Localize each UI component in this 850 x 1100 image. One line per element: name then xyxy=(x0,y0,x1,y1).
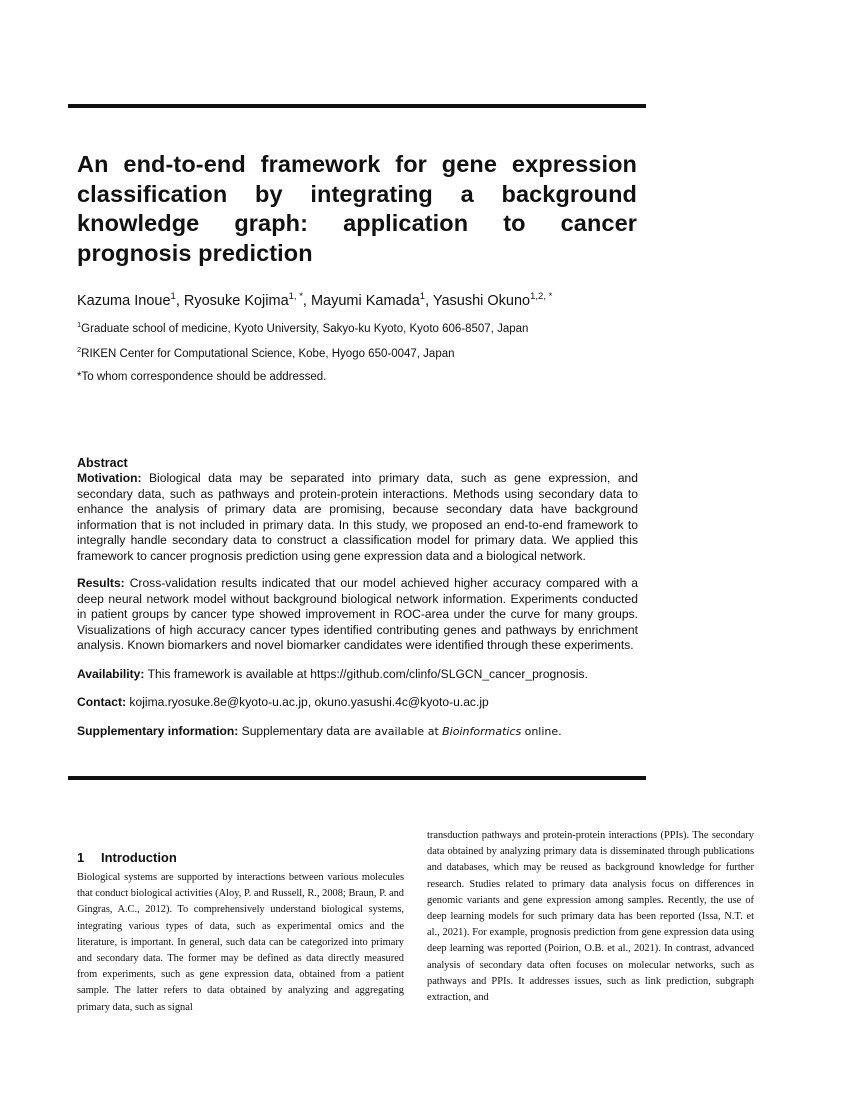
section-label: Results: xyxy=(77,576,125,590)
author: Yasushi Okuno$^{1,2, *}$ xyxy=(432,291,553,309)
paper-title: An end-to-end framework for gene expression classification by integrating a background knowledge graph: application to cancer prognosis prediction xyxy=(77,151,637,266)
bottom-rule xyxy=(68,776,646,780)
section-label: Supplementary information: xyxy=(77,723,239,738)
section-label: Availability: xyxy=(77,666,145,681)
author-list xyxy=(77,291,677,309)
right-column-text: transduction pathways and protein-protein interactions (PPIs). The secondary data obtained by analyzing primary data is disseminated through publications and databases, which may be reused as background knowledge for further research. Studies related to primary data analysis focus on differences in genomic variants and gene expression among samples. Recently, the use of deep learning models for such primary data has been reported (Issa, N.T. et al., 2021). For example, prognosis prediction from gene expression data using deep learning was reported (Poirion, O.B. et al., 2021). In contrast, advanced analysis of secondary data often focuses on molecular networks, such as pathways and PPIs. It addresses issues, such as link prediction, subgraph extraction, and xyxy=(427,830,754,1004)
section-number: 1 xyxy=(77,850,85,865)
abstract-contact xyxy=(77,695,638,711)
author-affiliation-mark: 1 xyxy=(170,291,176,302)
abstract-results: Results: Cross-validation results indicated that our model achieved higher accuracy compared with a deep neural network model without background biological network information. Experiments conducted in patient groups by cancer type showed improvement in ROC-area under the curve for many groups. Visualizations of high accuracy cancer types identified contributing genes and pathways by enrichment analysis. Known biomarkers and novel biomarker candidates were identified through these experiments. xyxy=(77,576,638,652)
affiliation: $^2$RIKEN Center for Computational Science, Kobe, Hyogo 650-0047, Japan xyxy=(77,345,455,360)
author-affiliation-mark: 1, * xyxy=(288,291,303,302)
author-affiliation-mark: 1 xyxy=(419,291,426,302)
section-heading: 1 Introduction xyxy=(77,850,177,865)
left-column-text: Biological systems are supported by interactions between various molecules that conduct biological activities (Aloy, P. and Russell, R., 2008; Braun, P. and Gingras, A.C., 2012). To comprehensively understand biological systems, integrating various types of data, such as experimental omics and the literature, is important. In general, such data can be categorized into primary and secondary data. The former may be defined as data directly measured from experiments, such as gene expression data, obtained from a patient sample. The latter refers to data obtained by analyzing and aggregating primary data, such as signal xyxy=(77,872,404,1013)
author-affiliation-mark: 1,2, * xyxy=(530,291,553,302)
abstract-heading: Abstract xyxy=(77,456,128,470)
abstract xyxy=(77,456,638,739)
section-label: Contact: xyxy=(77,695,127,709)
correspondence-note: *To whom correspondence should be addressed. xyxy=(77,371,327,383)
repository-link[interactable]: This framework is available at https://github.com/clinfo/SLGCN_cancer_prognosis. xyxy=(147,666,588,681)
author: Ryosuke Kojima$^{1, *}$, xyxy=(183,291,311,309)
contact-emails[interactable]: kojima.ryosuke.8e@kyoto-u.ac.jp, okuno.yasushi.4c@kyoto-u.ac.jp xyxy=(129,695,489,709)
top-rule xyxy=(68,104,646,108)
abstract-availability xyxy=(77,667,638,683)
abstract-supplementary: Supplementary information: Supplementary data are available at Bioinformatics online. xyxy=(77,723,562,738)
author: Kazuma Inoue$^1$, xyxy=(77,291,184,309)
affiliation: $^1$Graduate school of medicine, Kyoto University, Sakyo-ku Kyoto, Kyoto 606-8507, Japan xyxy=(77,320,529,335)
abstract-motivation: Motivation: Biological data may be separated into primary data, such as gene expression, and secondary data, such as pathways and protein-protein interactions. Methods using secondary data to enhance the analysis of primary data are promising, because secondary data have background information that is not included in primary data. In this study, we proposed an end-to-end framework to integrally handle secondary data to construct a classification model for primary data. We applied this framework to cancer prognosis prediction using gene expression data and a biological network. xyxy=(77,471,638,563)
section-label: Motivation: xyxy=(77,471,142,485)
author: Mayumi Kamada$^1$, xyxy=(310,291,433,309)
